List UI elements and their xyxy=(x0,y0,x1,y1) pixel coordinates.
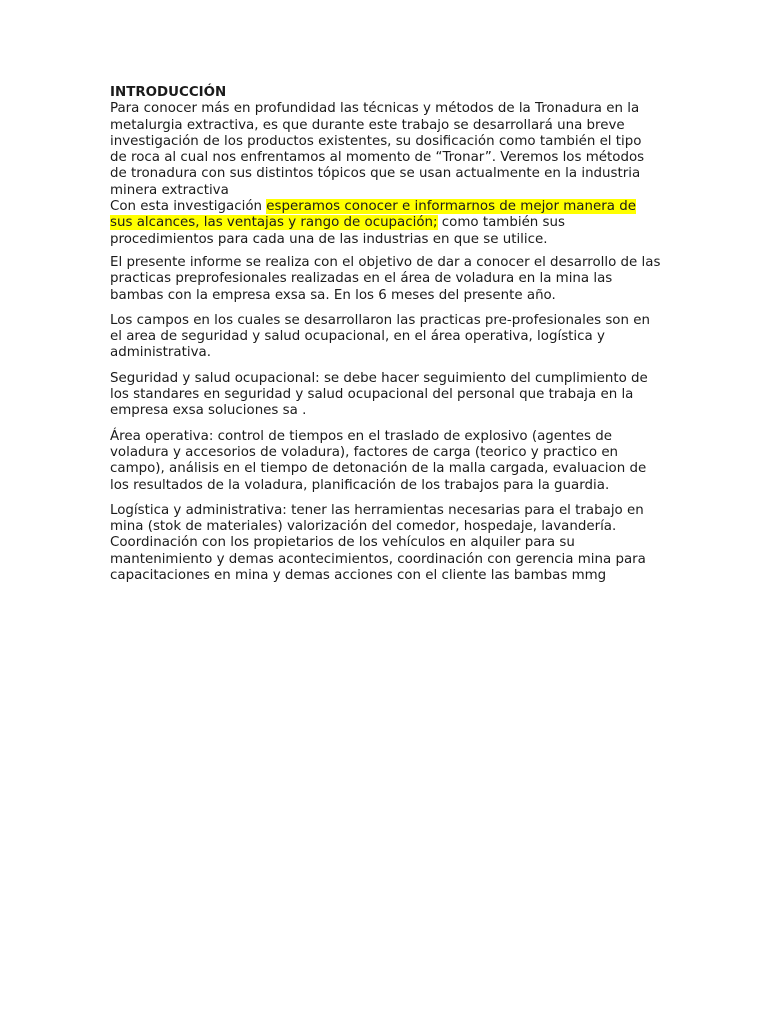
paragraph-objective: El presente informe se realiza con el objetivo de dar a conocer el desarrollo de las practicas preprofesionales realizadas en el área de voladura en la mina las bambas con la empresa exsa sa. En los 6 meses del presente año. xyxy=(110,254,661,303)
intro-paragraph: Para conocer más en profundidad las técnicas y métodos de la Tronadura en la metalurgia extractiva, es que durante este trabajo se desarrollará una breve investigación de los productos existentes, su dosificación como también el tipo de roca al cual nos enfrentamos al momento de “Tronar”. Veremos los métodos de tronadura con sus distintos tópicos que se usan actualmente en la industria minera extractiva xyxy=(110,101,645,198)
paragraph-logistics: Logística y administrativa: tener las herramientas necesarias para el trabajo en mina (stok de materiales) valorización del comedor, hospedaje, lavandería. Coordinación con los propietarios de los vehículos en alquiler para su mantenimiento y demas acontecimientos, coordinación con gerencia mina para capacitaciones en mina y demas acciones con el cliente las bambas mmg xyxy=(110,502,646,584)
investigation-suffix: como también sus procedimientos para cada una de las industrias en que se utilice. xyxy=(110,215,565,247)
paragraph-safety: Seguridad y salud ocupacional: se debe hacer seguimiento del cumplimiento de los standares en seguridad y salud ocupacional del personal que trabaja en la empresa exsa soluciones sa . xyxy=(110,370,648,419)
investigation-paragraph xyxy=(110,199,662,248)
paragraph-operations: Área operativa: control de tiempos en el traslado de explosivo (agentes de voladura y accesorios de voladura), factores de carga (teorico y practico en campo), análisis en el tiempo de detonación de la malla cargada, evaluacion de los resultados de la voladura, planificación de los trabajos para la guardia. xyxy=(110,428,647,493)
highlighted-text: esperamos conocer e informarnos de mejor manera de sus alcances, las ventajas y rango de ocupación; xyxy=(110,199,636,231)
investigation-prefix: Con esta investigación xyxy=(110,199,267,215)
paragraph-fields: Los campos en los cuales se desarrollaron las practicas pre-profesionales son en el area de seguridad y salud ocupacional, en el área operativa, logística y administrativa. xyxy=(110,312,650,361)
intro-section xyxy=(110,85,662,248)
document-body xyxy=(110,85,662,593)
section-title: INTRODUCCIÓN xyxy=(110,85,227,100)
